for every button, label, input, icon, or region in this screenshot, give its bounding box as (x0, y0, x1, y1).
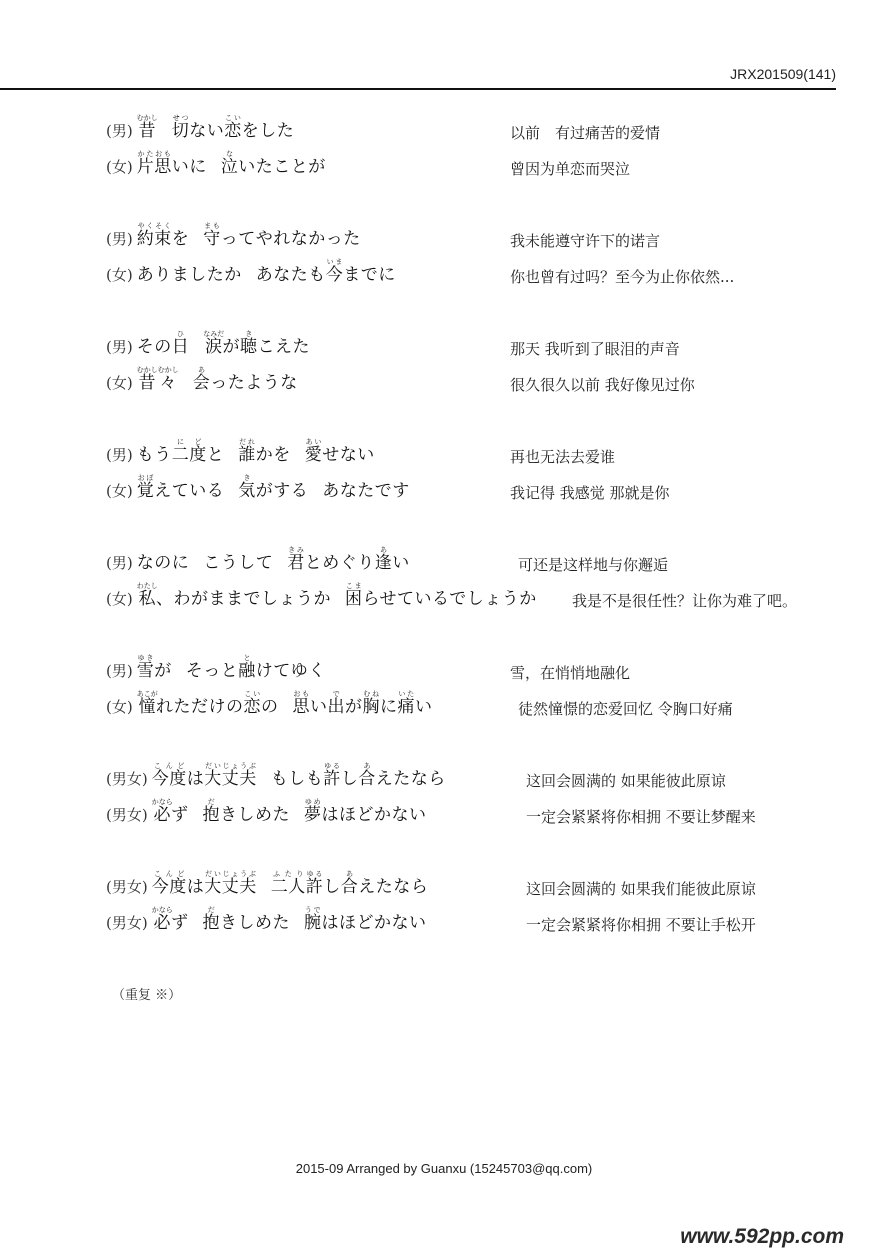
furigana-ruby: 抱だ (202, 906, 220, 933)
singer-role-label: (女) (106, 590, 133, 608)
footer-credit: 2015-09 Arranged by Guanxu (15245703@qq.com) (295, 1161, 593, 1176)
japanese-lyric (137, 150, 340, 177)
japanese-lyric (137, 366, 312, 393)
lyric-phrase: 会あったような (192, 366, 298, 393)
lyric-line-jp (106, 474, 424, 504)
lyric-line-jp (106, 150, 340, 180)
lyric-phrase: 雪ゆきが (136, 654, 172, 681)
furigana-ruby: 昔々むかしむかし (136, 366, 179, 393)
singer-role-label: (女) (106, 698, 133, 716)
lyric-phrase: 腕うではほどかない (303, 906, 427, 933)
furigana-ruby: 胸むね (362, 690, 380, 717)
japanese-lyric (137, 114, 309, 141)
furigana-ruby: 会あ (192, 366, 211, 393)
furigana-ruby: 恋こい (224, 114, 242, 141)
furigana-ruby: 痛いた (397, 690, 415, 717)
lyric-line-jp (106, 870, 442, 900)
japanese-lyric (137, 438, 389, 465)
lyric-line-jp (106, 366, 312, 396)
furigana-ruby: 日ひ (171, 330, 190, 357)
furigana-ruby: 許ゆる (323, 762, 341, 789)
japanese-lyric (152, 762, 460, 789)
header-code: JRX201509(141) (730, 66, 836, 82)
furigana-ruby: 大丈夫だいじょうぶ (204, 870, 257, 897)
lyric-phrase: 泣ないたことが (220, 150, 326, 177)
singer-role-label: (女) (106, 374, 133, 392)
lyric-phrase: なのに (136, 553, 190, 573)
chinese-translation: 这回会圆满的 如果能彼此原谅 (526, 772, 726, 790)
chinese-translation: 我是不是很任性？让你为难了吧。 (572, 592, 798, 610)
chinese-translation: 很久很久以前 我好像见过你 (510, 376, 695, 394)
lyric-line-jp (106, 330, 324, 360)
furigana-ruby: 守まも (203, 222, 221, 249)
furigana-ruby: 融と (238, 654, 256, 681)
lyric-line-jp (106, 114, 308, 144)
furigana-ruby: 君きみ (287, 546, 305, 573)
chinese-translation: 那天 我听到了眼泪的声音 (510, 340, 680, 358)
furigana-ruby: 困こま (344, 582, 363, 609)
furigana-ruby: 聴き (239, 330, 258, 357)
lyric-line-jp (106, 762, 460, 792)
chinese-translation: 可还是这样地与你邂逅 (518, 556, 669, 574)
lyric-phrase: 約束やくそくを (136, 222, 190, 249)
lyric-phrase: 切せつない恋こいをした (171, 114, 295, 141)
furigana-ruby: 大丈夫だいじょうぶ (204, 762, 257, 789)
furigana-ruby: 合あ (340, 870, 359, 897)
furigana-ruby: 必かなら (151, 798, 173, 825)
singer-role-label: (男女) (106, 878, 148, 896)
singer-role-label: (女) (106, 158, 133, 176)
lyric-phrase: 憧あこがれただけの恋こいの (136, 690, 279, 717)
furigana-ruby: 雪ゆき (136, 654, 155, 681)
singer-role-label: (男女) (106, 770, 148, 788)
japanese-lyric (137, 582, 551, 609)
lyric-phrase: あなたです (322, 481, 410, 501)
lyric-line-jp (106, 906, 440, 936)
singer-role-label: (男) (106, 446, 133, 464)
japanese-lyric (152, 870, 443, 897)
chinese-translation: 你也曾有过吗？至今为止你依然... (510, 268, 735, 286)
lyric-line-jp (106, 258, 410, 288)
chinese-translation: 徒然憧憬的恋爱回忆 令胸口好痛 (518, 700, 733, 718)
furigana-ruby: 昔むかし (136, 114, 158, 141)
lyric-phrase: 必かならず (151, 906, 189, 933)
lyric-phrase: ありましたか (136, 265, 242, 285)
japanese-lyric (152, 798, 441, 825)
chinese-translation: 曾因为单恋而哭泣 (510, 160, 631, 178)
lyric-phrase: 思おもい出でが胸むねに痛いたい (292, 690, 433, 717)
lyric-phrase: 今度こんどは大丈夫だいじょうぶ (151, 870, 257, 897)
singer-role-label: (男女) (106, 806, 148, 824)
lyric-phrase: そっと融とけてゆく (185, 654, 326, 681)
lyric-phrase: 片思かたおもいに (136, 150, 207, 177)
japanese-lyric (152, 906, 441, 933)
furigana-ruby: 夢ゆめ (303, 798, 322, 825)
lyric-line-jp (106, 438, 389, 468)
japanese-lyric (137, 474, 424, 501)
watermark: www.592pp.com (680, 1225, 844, 1248)
furigana-ruby: 気き (238, 474, 256, 501)
furigana-ruby: 許ゆる (305, 870, 324, 897)
furigana-ruby: 涙なみだ (203, 330, 225, 357)
furigana-ruby: 抱だ (202, 798, 220, 825)
japanese-lyric (137, 222, 375, 249)
chinese-translation: 一定会紧紧将你相拥 不要让手松开 (526, 916, 756, 934)
furigana-ruby: 私わたし (136, 582, 158, 609)
furigana-ruby: 約束やくそく (136, 222, 172, 249)
furigana-ruby: 二度にど (171, 438, 207, 465)
header-rule (0, 88, 836, 90)
furigana-ruby: 思おも (292, 690, 310, 717)
singer-role-label: (女) (106, 266, 133, 284)
chinese-translation: 再也无法去爱谁 (510, 448, 616, 466)
furigana-ruby: 出で (327, 690, 345, 717)
lyric-phrase: 愛あいせない (304, 438, 375, 465)
japanese-lyric (137, 690, 447, 717)
furigana-ruby: 今度こんど (151, 762, 187, 789)
lyric-phrase: その日ひ (136, 330, 190, 357)
japanese-lyric (137, 330, 324, 357)
lyric-phrase: 誰だれかを (238, 438, 291, 465)
furigana-ruby: 今いま (325, 258, 344, 285)
chinese-translation: 以前 有过痛苦的爱情 (510, 124, 661, 142)
furigana-ruby: 二人ふたり (270, 870, 306, 897)
lyric-line-jp (106, 690, 446, 720)
lyric-phrase (137, 366, 179, 393)
lyric-phrase: 抱だきしめた (202, 906, 290, 933)
furigana-ruby: 今度こんど (151, 870, 187, 897)
japanese-lyric (137, 258, 410, 285)
lyric-phrase: 必かならず (151, 798, 189, 825)
furigana-ruby: 腕うで (303, 906, 322, 933)
lyric-phrase: 困こまらせているでしょうか (344, 582, 537, 609)
furigana-ruby: 必かなら (151, 906, 173, 933)
japanese-lyric (137, 654, 340, 681)
lyric-line-jp (106, 654, 340, 684)
singer-role-label: (男) (106, 230, 133, 248)
furigana-ruby: 合あ (358, 762, 376, 789)
lyric-phrase: 君きみとめぐり逢あい (287, 546, 410, 573)
lyric-line-jp (106, 546, 424, 576)
lyric-phrase: こうして (203, 553, 274, 573)
lyric-line-jp (106, 582, 551, 612)
lyric-phrase (137, 114, 158, 141)
lyric-phrase: あなたも今いままでに (255, 258, 396, 285)
furigana-ruby: 憧あこが (136, 690, 158, 717)
chinese-translation: 我未能遵守许下的诺言 (510, 232, 661, 250)
furigana-ruby: 切せつ (171, 114, 190, 141)
lyric-phrase: 私わたし、わがままでしょうか (136, 582, 331, 609)
furigana-ruby: 逢あ (374, 546, 393, 573)
lyric-phrase: 気きがする (238, 474, 309, 501)
lyric-phrase: 守まもってやれなかった (203, 222, 361, 249)
lyric-phrase: 今度こんどは大丈夫だいじょうぶ (151, 762, 257, 789)
lyric-phrase: 抱だきしめた (202, 798, 290, 825)
lyric-phrase: もしも許ゆるし合あえたなら (270, 762, 446, 789)
singer-role-label: (女) (106, 482, 133, 500)
singer-role-label: (男) (106, 554, 133, 572)
furigana-ruby: 覚おぼ (136, 474, 155, 501)
lyric-line-jp (106, 798, 440, 828)
singer-role-label: (男) (106, 338, 133, 356)
furigana-ruby: 愛あい (304, 438, 323, 465)
furigana-ruby: 片思かたおも (136, 150, 172, 177)
lyric-phrase: もう二度にどと (136, 438, 225, 465)
chinese-translation: 雪，在悄悄地融化 (510, 664, 631, 682)
lyric-phrase: 覚おぼえている (136, 474, 225, 501)
chinese-translation: 这回会圆满的 如果我们能彼此原谅 (526, 880, 756, 898)
japanese-lyric (137, 546, 424, 573)
singer-role-label: (男女) (106, 914, 148, 932)
lyric-phrase: 二人ふたり許ゆるし合あえたなら (270, 870, 429, 897)
singer-role-label: (男) (106, 122, 133, 140)
lyric-line-jp (106, 222, 375, 252)
repeat-note: （重复 ※） (112, 988, 182, 1003)
furigana-ruby: 泣な (220, 150, 239, 177)
furigana-ruby: 誰だれ (238, 438, 256, 465)
chinese-translation: 我记得 我感觉 那就是你 (510, 484, 670, 502)
lyric-phrase: 夢ゆめはほどかない (303, 798, 427, 825)
chinese-translation: 一定会紧紧将你相拥 不要让梦醒来 (526, 808, 756, 826)
furigana-ruby: 恋こい (243, 690, 261, 717)
lyric-phrase: 涙なみだが聴きこえた (203, 330, 310, 357)
singer-role-label: (男) (106, 662, 133, 680)
